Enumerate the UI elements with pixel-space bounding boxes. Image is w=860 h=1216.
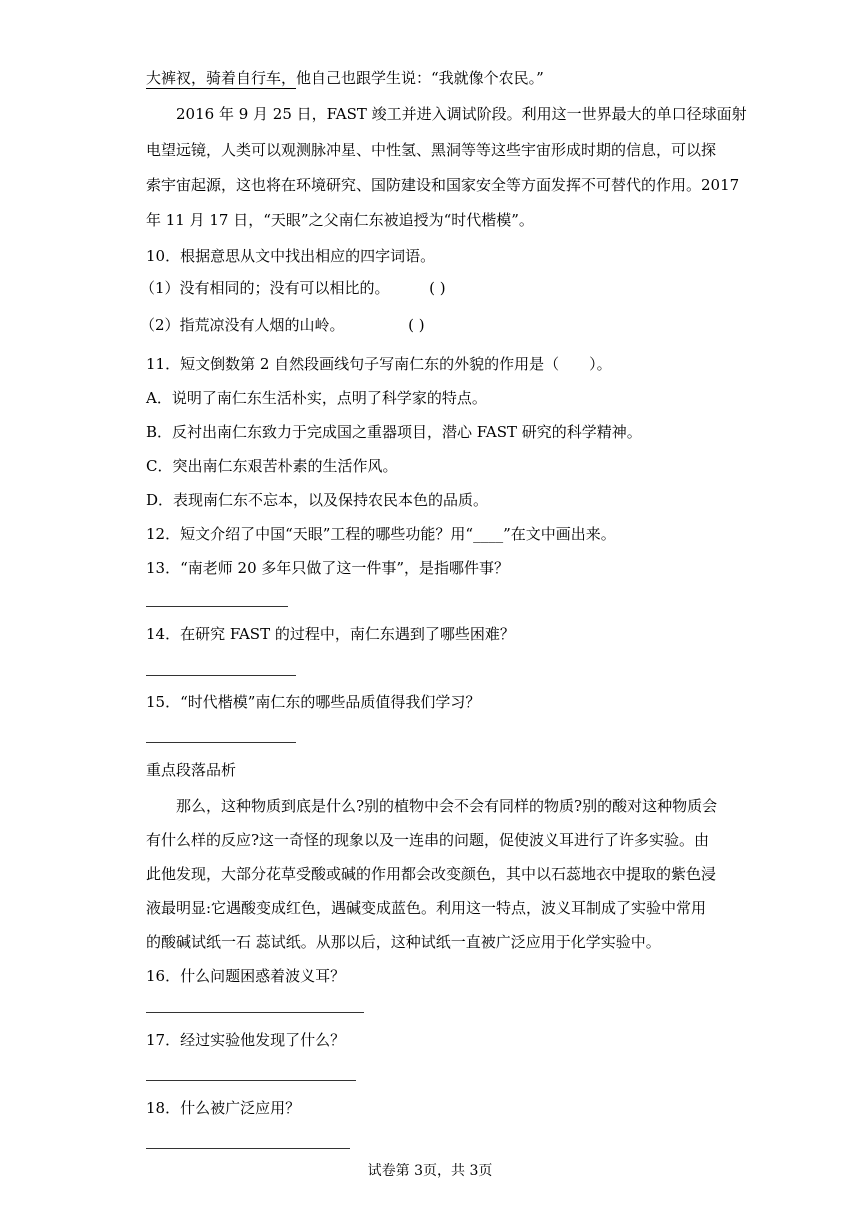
option-11-b[interactable]: B．反衬出南仁东致力于完成国之重器项目，潜心 FAST 研究的科学精神。 <box>146 423 642 441</box>
question-10-1-text: （1）没有相同的；没有可以相比的。 <box>140 279 390 297</box>
question-13: 13．“南老师 20 多年只做了这一件事”，是指哪件事？ <box>146 559 510 577</box>
option-11-d[interactable]: D．表现南仁东不忘本，以及保持农民本色的品质。 <box>146 491 489 509</box>
passage-line-1 <box>146 68 544 88</box>
passage-line-4: 索宇宙起源，这也将在环境研究、国防建设和国家安全等方面发挥不可替代的作用。2017 <box>146 176 740 194</box>
question-15: 15．“时代楷模”南仁东的哪些品质值得我们学习？ <box>146 693 481 711</box>
answer-line-13[interactable] <box>146 606 288 607</box>
answer-blank-10-2[interactable]: ( ) <box>408 316 425 334</box>
question-10: 10．根据意思从文中找出相应的四字词语。 <box>146 247 436 265</box>
option-11-a[interactable]: A．说明了南仁东生活朴实，点明了科学家的特点。 <box>146 389 487 407</box>
question-10-1 <box>140 278 446 298</box>
question-12: 12．短文介绍了中国“天眼”工程的哪些功能？用“____”在文中画出来。 <box>146 525 616 543</box>
page-footer: 试卷第 3页，共 3页 <box>367 1163 493 1179</box>
question-10-2 <box>140 315 425 335</box>
answer-blank-10-1[interactable]: ( ) <box>429 279 446 297</box>
section2-paragraph-line-3: 此他发现，大部分花草受酸或碱的作用都会改变颜色，其中以石蕊地衣中提取的紫色浸 <box>146 865 717 883</box>
answer-line-18[interactable] <box>146 1148 350 1149</box>
answer-line-15[interactable] <box>146 742 296 743</box>
passage-line-5: 年 11 月 17 日，“天眼”之父南仁东被追授为“时代楷模”。 <box>146 211 534 229</box>
answer-line-17[interactable] <box>146 1080 356 1081</box>
answer-line-14[interactable] <box>146 675 296 676</box>
section2-paragraph-line-1: 那么，这种物质到底是什么?别的植物中会不会有同样的物质?别的酸对这种物质会 <box>176 797 718 815</box>
answer-line-16[interactable] <box>146 1012 364 1013</box>
question-16: 16．什么问题困惑着波义耳？ <box>146 967 346 985</box>
question-17: 17．经过实验他发现了什么？ <box>146 1031 346 1049</box>
option-11-c[interactable]: C．突出南仁东艰苦朴素的生活作风。 <box>146 457 398 475</box>
section2-paragraph-line-2: 有什么样的反应?这一奇怪的现象以及一连串的问题，促使波义耳进行了许多实验。由 <box>146 831 710 849</box>
question-14: 14．在研究 FAST 的过程中，南仁东遇到了哪些困难？ <box>146 625 515 643</box>
passage-line-3: 电望远镜，人类可以观测脉冲星、中性氢、黑洞等等这些宇宙形成时期的信息，可以探 <box>146 141 717 159</box>
underlined-sentence: 大裤衩，骑着自行车， <box>146 69 297 87</box>
question-10-2-text: （2）指荒凉没有人烟的山岭。 <box>140 316 345 334</box>
question-18: 18．什么被广泛应用？ <box>146 1099 301 1117</box>
question-11: 11．短文倒数第 2 自然段画线句子写南仁东的外貌的作用是（ ）。 <box>146 355 612 373</box>
section2-paragraph-line-4: 液最明显:它遇酸变成红色，遇碱变成蓝色。利用这一特点，波义耳制成了实验中常用 <box>146 899 707 917</box>
passage-line-1-rest: 他自己也跟学生说：“我就像个农民。” <box>296 69 544 87</box>
section2-paragraph-line-5: 的酸碱试纸一石 蕊试纸。从那以后，这种试纸一直被广泛应用于化学实验中。 <box>146 933 661 951</box>
passage-line-2: 2016 年 9 月 25 日，FAST 竣工并进入调试阶段。利用这一世界最大的单口径球面射 <box>176 105 747 123</box>
section-heading: 重点段落品析 <box>146 761 237 779</box>
